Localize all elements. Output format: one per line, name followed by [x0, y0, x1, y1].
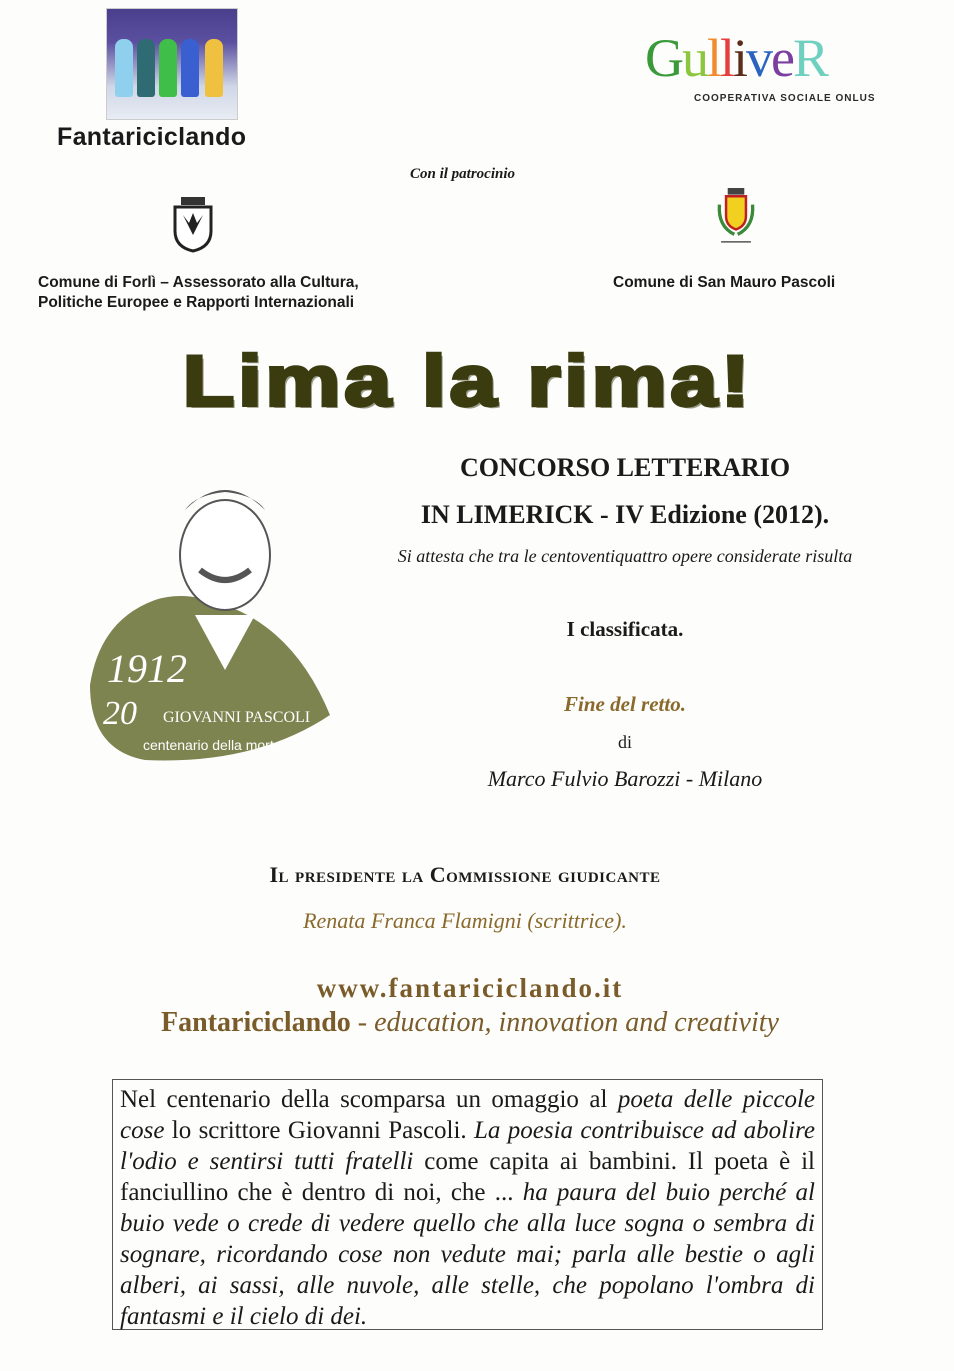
website-link[interactable]: www.fantariciclando.it — [316, 973, 624, 1003]
puppet-figure — [115, 39, 133, 97]
quote-text-italic: poeta delle piccole cose — [120, 1086, 815, 1144]
comune-forli-line1: Comune di Forlì – Assessorato alla Cultura, — [38, 274, 359, 291]
fantariciclando-photo — [106, 8, 238, 120]
page-title: Lima la rima! — [182, 341, 754, 421]
contest-line2: IN LIMERICK - IV Edizione (2012). — [420, 500, 830, 529]
gulliver-subtitle: COOPERATIVA SOCIALE ONLUS — [694, 93, 876, 104]
years-bottom: 20 — [103, 695, 137, 732]
attestation-text: Si attesta che tra le centoventiquattro opere considerate risulta — [397, 546, 853, 566]
quote-text-italic: ha paura del buio perché al buio vede o crede di vedere quello che alla luce sogna o sembra di sognare, ricordando cose non vedute mai; parla alle bestie o agli alberi, ai sassi, alle nuvole, alle stelle, che popolano l'ombra di fantasmi e il cielo di dei. — [120, 1179, 815, 1330]
footer-brand: Fantariciclando — [161, 1007, 351, 1038]
by-text: di — [617, 732, 632, 752]
centenary-caption: centenario della morte — [143, 737, 282, 753]
pascoli-quote-box — [112, 1079, 823, 1330]
gulliver-logo: GulliveR — [645, 28, 828, 88]
jury-president: Renata Franca Flamigni (scrittrice). — [303, 908, 627, 933]
author-name: Marco Fulvio Barozzi - Milano — [487, 766, 763, 791]
work-title: Fine del retto. — [564, 692, 686, 716]
pascoli-centenary-logo — [85, 470, 335, 770]
brand-name: Fantariciclando — [57, 123, 247, 151]
pascoli-name: GIOVANNI PASCOLI — [163, 709, 311, 726]
quote-text: come capita ai bambini. Il poeta è il fanciullino che è dentro di noi, che ... — [120, 1148, 815, 1206]
quote-text: lo scrittore Giovanni Pascoli. — [164, 1117, 475, 1144]
patronage-label: Con il patrocinio — [410, 166, 516, 182]
forli-crest-icon — [169, 195, 217, 253]
footer-motto: - education, innovation and creativity — [350, 1007, 779, 1038]
quote-text-italic: La poesia contribuisce ad abolire l'odio e sentirsi tutti fratelli — [120, 1117, 815, 1175]
jury-heading: Il presidente la Commissione giudicante — [269, 862, 661, 887]
puppet-figure — [205, 39, 223, 97]
comune-forli-line2: Politiche Europee e Rapporti Internazionali — [38, 294, 355, 311]
years-top: 1912 — [107, 646, 187, 691]
puppet-figure — [137, 39, 155, 97]
comune-san-mauro: Comune di San Mauro Pascoli — [613, 274, 836, 291]
puppet-figure — [159, 39, 177, 97]
rank-text: I classificata. — [566, 617, 684, 641]
san-mauro-crest-icon — [712, 188, 760, 246]
footer-tagline — [100, 1006, 840, 1040]
quote-text: Nel centenario della scomparsa un omaggio al — [120, 1086, 618, 1113]
puppet-figure — [181, 39, 199, 97]
comune-forli — [38, 273, 359, 313]
contest-line1: CONCORSO LETTERARIO — [459, 453, 791, 482]
